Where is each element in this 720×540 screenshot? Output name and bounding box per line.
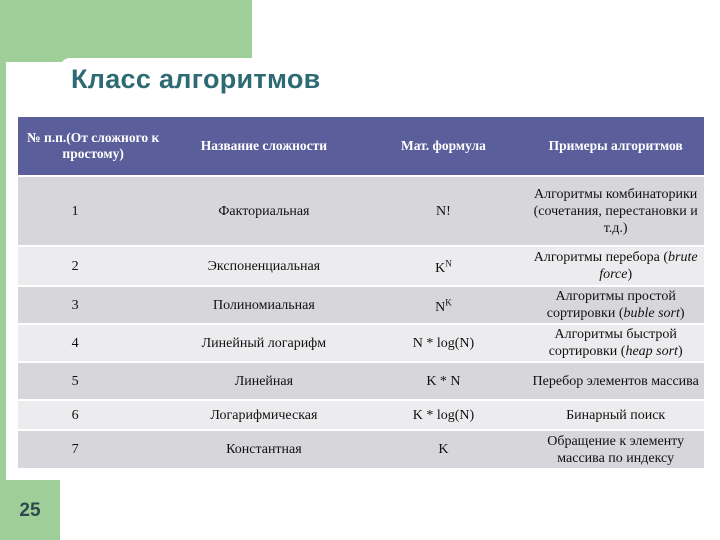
row-formula: K * N: [360, 362, 528, 400]
formula-formatted: $K^N$: [435, 258, 452, 276]
table-row: [18, 430, 704, 468]
row-formula: [360, 286, 528, 324]
row-name: Факториальная: [168, 176, 359, 246]
examples-formatted: Алгоритмы простой сортировки (buble sort): [546, 289, 685, 321]
row-number: 4: [18, 324, 168, 362]
table-row: [18, 176, 704, 246]
row-examples: [527, 324, 704, 362]
row-number: 2: [18, 246, 168, 286]
row-formula: N!: [360, 176, 528, 246]
table-row: [18, 324, 704, 362]
header-number: № п.п.(От сложного к простому): [18, 117, 168, 176]
table-header-row: [18, 117, 704, 176]
row-name: Линейный логарифм: [168, 324, 359, 362]
row-examples: Бинарный поиск: [527, 400, 704, 430]
examples-formatted: Алгоритмы быстрой сортировки (heap sort): [548, 327, 683, 359]
examples-formatted: Алгоритмы перебора (brute force): [533, 250, 698, 282]
row-formula: [360, 246, 528, 286]
row-number: 3: [18, 286, 168, 324]
row-examples: Обращение к элементу массива по индексу: [527, 430, 704, 468]
formula-formatted: $N^K$: [435, 297, 452, 315]
table-row: [18, 362, 704, 400]
table-row: [18, 246, 704, 286]
row-number: 7: [18, 430, 168, 468]
row-number: 1: [18, 176, 168, 246]
slide-title: Класс алгоритмов: [71, 64, 321, 94]
table-row: [18, 400, 704, 430]
row-name: Константная: [168, 430, 359, 468]
slide-number: 25: [19, 500, 41, 521]
row-number: 5: [18, 362, 168, 400]
row-number: 6: [18, 400, 168, 430]
row-formula: K: [360, 430, 528, 468]
table-row: [18, 286, 704, 324]
algorithms-table: [18, 117, 704, 468]
row-examples: [527, 286, 704, 324]
row-examples: Алгоритмы комбинаторики (сочетания, перестановки и т.д.): [527, 176, 704, 246]
header-name: Название сложности: [168, 117, 359, 176]
header-examples: Примеры алгоритмов: [527, 117, 704, 176]
row-name: Логарифмическая: [168, 400, 359, 430]
row-formula: N * log(N): [360, 324, 528, 362]
row-formula: K * log(N): [360, 400, 528, 430]
row-name: Полиномиальная: [168, 286, 359, 324]
header-formula: Мат. формула: [360, 117, 528, 176]
row-name: Линейная: [168, 362, 359, 400]
row-name: Экспоненциальная: [168, 246, 359, 286]
row-examples: [527, 246, 704, 286]
row-examples: Перебор элементов массива: [527, 362, 704, 400]
